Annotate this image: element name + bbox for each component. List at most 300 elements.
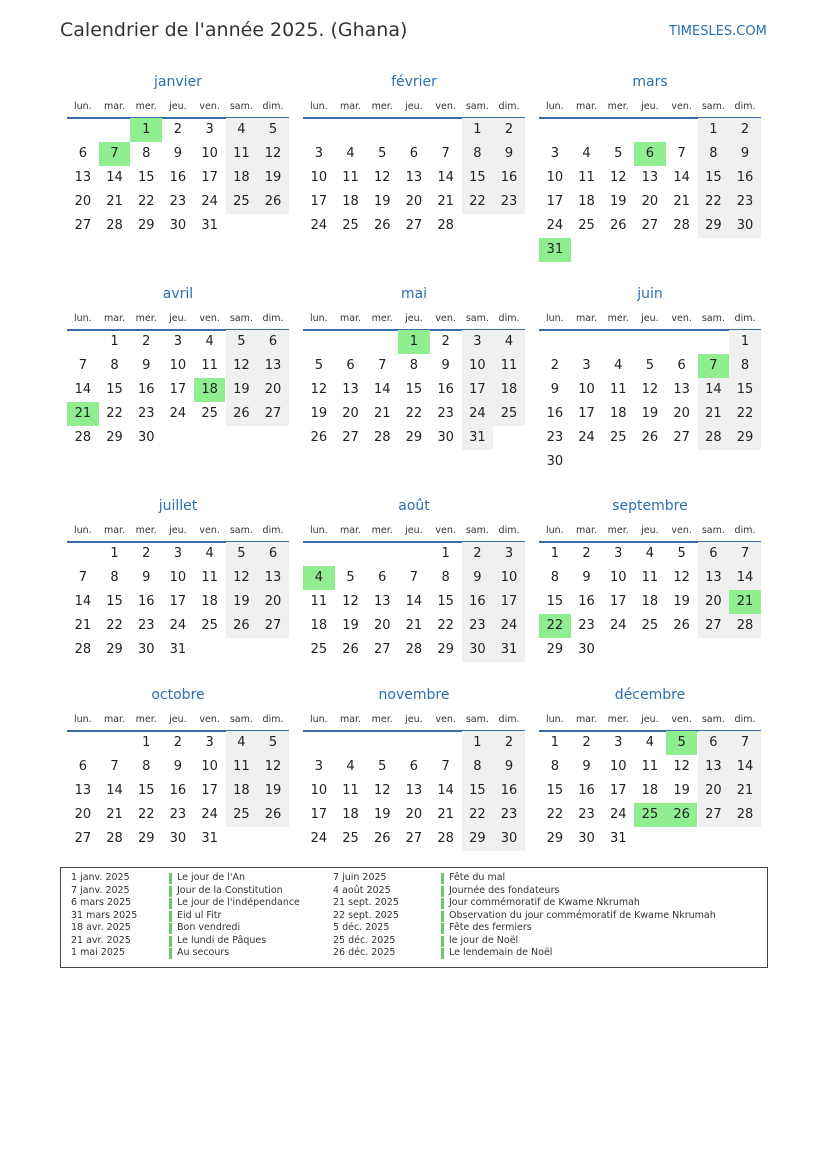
day-cell[interactable]: 8: [142, 146, 151, 161]
day-cell[interactable]: 14: [437, 783, 454, 798]
day-cell[interactable]: 11: [310, 594, 328, 609]
day-cell[interactable]: 30: [137, 430, 155, 445]
day-cell[interactable]: 15: [729, 378, 761, 402]
day-cell[interactable]: 7: [441, 146, 450, 161]
day-cell[interactable]: 13: [342, 382, 359, 397]
day-cell[interactable]: 14: [74, 382, 92, 397]
day-cell[interactable]: 25: [201, 618, 218, 633]
day-cell[interactable]: 24: [201, 807, 218, 822]
day-cell[interactable]: 28: [437, 218, 454, 233]
day-cell[interactable]: 21: [437, 807, 454, 822]
day-cell[interactable]: 10: [462, 354, 494, 378]
day-cell[interactable]: 30: [462, 638, 494, 662]
day-cell[interactable]: 24: [310, 831, 328, 846]
holiday-day-cell[interactable]: 1: [398, 330, 430, 354]
day-cell[interactable]: 19: [373, 807, 391, 822]
day-cell[interactable]: 17: [462, 378, 494, 402]
day-cell[interactable]: 11: [578, 170, 595, 185]
day-cell[interactable]: 18: [342, 807, 359, 822]
day-cell[interactable]: 19: [310, 406, 328, 421]
day-cell[interactable]: 31: [201, 831, 218, 846]
day-cell[interactable]: 13: [257, 566, 289, 590]
day-cell[interactable]: 26: [310, 430, 328, 445]
day-cell[interactable]: 5: [614, 146, 623, 161]
day-cell[interactable]: 15: [546, 594, 564, 609]
day-cell[interactable]: 15: [106, 594, 123, 609]
day-cell[interactable]: 30: [546, 454, 564, 469]
day-cell[interactable]: 26: [257, 803, 289, 827]
day-cell[interactable]: 19: [342, 618, 359, 633]
day-cell[interactable]: 18: [641, 783, 659, 798]
day-cell[interactable]: 27: [373, 642, 391, 657]
day-cell[interactable]: 22: [137, 194, 155, 209]
day-cell[interactable]: 26: [342, 642, 359, 657]
day-cell[interactable]: 3: [582, 358, 591, 373]
day-cell[interactable]: 6: [78, 146, 87, 161]
day-cell[interactable]: 7: [110, 759, 119, 774]
day-cell[interactable]: 24: [169, 406, 187, 421]
day-cell[interactable]: 27: [673, 430, 690, 445]
day-cell[interactable]: 8: [550, 570, 559, 585]
day-cell[interactable]: 24: [310, 218, 328, 233]
day-cell[interactable]: 11: [342, 783, 359, 798]
day-cell[interactable]: 13: [405, 783, 423, 798]
holiday-day-cell[interactable]: 21: [67, 402, 99, 426]
day-cell[interactable]: 26: [226, 614, 258, 638]
day-cell[interactable]: 20: [373, 618, 391, 633]
day-cell[interactable]: 8: [729, 354, 761, 378]
day-cell[interactable]: 7: [441, 759, 450, 774]
day-cell[interactable]: 21: [673, 194, 690, 209]
day-cell[interactable]: 17: [493, 590, 525, 614]
day-cell[interactable]: 1: [110, 334, 119, 349]
day-cell[interactable]: 11: [641, 759, 659, 774]
day-cell[interactable]: 27: [257, 614, 289, 638]
day-cell[interactable]: 3: [614, 546, 623, 561]
day-cell[interactable]: 27: [74, 218, 92, 233]
day-cell[interactable]: 23: [493, 190, 525, 214]
day-cell[interactable]: 2: [550, 358, 559, 373]
day-cell[interactable]: 20: [405, 194, 423, 209]
site-link[interactable]: TIMESLES.COM: [669, 24, 767, 39]
day-cell[interactable]: 30: [169, 831, 187, 846]
day-cell[interactable]: 9: [493, 142, 525, 166]
day-cell[interactable]: 4: [645, 546, 655, 561]
day-cell[interactable]: 2: [462, 542, 494, 566]
day-cell[interactable]: 21: [729, 779, 761, 803]
day-cell[interactable]: 25: [310, 642, 328, 657]
day-cell[interactable]: 13: [373, 594, 391, 609]
day-cell[interactable]: 29: [106, 642, 123, 657]
day-cell[interactable]: 6: [698, 542, 730, 566]
day-cell[interactable]: 9: [729, 142, 761, 166]
day-cell[interactable]: 31: [462, 426, 494, 450]
day-cell[interactable]: 19: [373, 194, 391, 209]
day-cell[interactable]: 12: [373, 170, 391, 185]
day-cell[interactable]: 9: [582, 759, 591, 774]
day-cell[interactable]: 1: [142, 735, 151, 750]
day-cell[interactable]: 14: [729, 566, 761, 590]
day-cell[interactable]: 29: [137, 218, 155, 233]
day-cell[interactable]: 21: [106, 194, 123, 209]
day-cell[interactable]: 28: [373, 430, 391, 445]
day-cell[interactable]: 8: [462, 142, 494, 166]
day-cell[interactable]: 27: [405, 218, 423, 233]
day-cell[interactable]: 1: [441, 546, 450, 561]
day-cell[interactable]: 15: [405, 382, 423, 397]
day-cell[interactable]: 19: [257, 779, 289, 803]
day-cell[interactable]: 23: [137, 618, 155, 633]
day-cell[interactable]: 9: [550, 382, 559, 397]
day-cell[interactable]: 1: [550, 735, 559, 750]
day-cell[interactable]: 19: [609, 194, 627, 209]
day-cell[interactable]: 3: [614, 735, 623, 750]
day-cell[interactable]: 16: [462, 590, 494, 614]
day-cell[interactable]: 15: [698, 166, 730, 190]
day-cell[interactable]: 26: [609, 218, 627, 233]
day-cell[interactable]: 15: [437, 594, 454, 609]
day-cell[interactable]: 14: [437, 170, 454, 185]
day-cell[interactable]: 5: [378, 759, 387, 774]
day-cell[interactable]: 29: [405, 430, 423, 445]
day-cell[interactable]: 10: [169, 358, 187, 373]
day-cell[interactable]: 30: [437, 430, 454, 445]
day-cell[interactable]: 6: [378, 570, 387, 585]
day-cell[interactable]: 27: [257, 402, 289, 426]
day-cell[interactable]: 14: [405, 594, 423, 609]
day-cell[interactable]: 14: [106, 783, 123, 798]
day-cell[interactable]: 10: [609, 759, 627, 774]
day-cell[interactable]: 21: [437, 194, 454, 209]
day-cell[interactable]: 6: [257, 542, 289, 566]
day-cell[interactable]: 25: [201, 406, 218, 421]
day-cell[interactable]: 26: [673, 618, 690, 633]
day-cell[interactable]: 17: [310, 194, 328, 209]
day-cell[interactable]: 1: [462, 731, 494, 755]
day-cell[interactable]: 26: [373, 831, 391, 846]
day-cell[interactable]: 29: [729, 426, 761, 450]
day-cell[interactable]: 18: [342, 194, 359, 209]
day-cell[interactable]: 6: [257, 330, 289, 354]
day-cell[interactable]: 2: [729, 118, 761, 142]
day-cell[interactable]: 12: [226, 566, 258, 590]
day-cell[interactable]: 11: [493, 354, 525, 378]
day-cell[interactable]: 2: [441, 334, 450, 349]
day-cell[interactable]: 20: [74, 194, 92, 209]
day-cell[interactable]: 20: [74, 807, 92, 822]
day-cell[interactable]: 16: [169, 783, 187, 798]
day-cell[interactable]: 19: [226, 378, 258, 402]
day-cell[interactable]: 3: [462, 330, 494, 354]
day-cell[interactable]: 21: [74, 618, 92, 633]
day-cell[interactable]: 10: [201, 759, 218, 774]
day-cell[interactable]: 21: [405, 618, 423, 633]
day-cell[interactable]: 24: [609, 807, 627, 822]
day-cell[interactable]: 18: [493, 378, 525, 402]
day-cell[interactable]: 26: [641, 430, 659, 445]
day-cell[interactable]: 28: [74, 430, 92, 445]
day-cell[interactable]: 10: [546, 170, 564, 185]
day-cell[interactable]: 17: [546, 194, 564, 209]
day-cell[interactable]: 3: [314, 759, 323, 774]
day-cell[interactable]: 25: [493, 402, 525, 426]
day-cell[interactable]: 30: [729, 214, 761, 238]
day-cell[interactable]: 13: [673, 382, 690, 397]
day-cell[interactable]: 2: [173, 122, 183, 137]
day-cell[interactable]: 7: [729, 731, 761, 755]
day-cell[interactable]: 10: [578, 382, 595, 397]
day-cell[interactable]: 25: [578, 218, 595, 233]
day-cell[interactable]: 7: [78, 570, 87, 585]
day-cell[interactable]: 12: [342, 594, 359, 609]
day-cell[interactable]: 19: [226, 590, 258, 614]
day-cell[interactable]: 19: [673, 783, 690, 798]
day-cell[interactable]: 13: [698, 755, 730, 779]
day-cell[interactable]: 23: [169, 194, 187, 209]
day-cell[interactable]: 23: [169, 807, 187, 822]
day-cell[interactable]: 8: [409, 358, 419, 373]
day-cell[interactable]: 4: [493, 330, 525, 354]
day-cell[interactable]: 13: [405, 170, 423, 185]
day-cell[interactable]: 14: [106, 170, 123, 185]
day-cell[interactable]: 20: [641, 194, 659, 209]
day-cell[interactable]: 19: [257, 166, 289, 190]
day-cell[interactable]: 11: [609, 382, 627, 397]
day-cell[interactable]: 7: [677, 146, 686, 161]
day-cell[interactable]: 18: [226, 166, 258, 190]
day-cell[interactable]: 22: [462, 190, 494, 214]
holiday-day-cell[interactable]: 18: [194, 378, 226, 402]
day-cell[interactable]: 9: [493, 755, 525, 779]
day-cell[interactable]: 29: [106, 430, 123, 445]
day-cell[interactable]: 1: [698, 118, 730, 142]
day-cell[interactable]: 15: [462, 779, 494, 803]
day-cell[interactable]: 25: [226, 803, 258, 827]
day-cell[interactable]: 16: [729, 166, 761, 190]
day-cell[interactable]: 5: [378, 146, 387, 161]
day-cell[interactable]: 13: [698, 566, 730, 590]
day-cell[interactable]: 23: [437, 406, 454, 421]
day-cell[interactable]: 18: [226, 779, 258, 803]
day-cell[interactable]: 1: [110, 546, 119, 561]
day-cell[interactable]: 23: [578, 618, 595, 633]
day-cell[interactable]: 20: [673, 406, 690, 421]
holiday-day-cell[interactable]: 7: [99, 142, 131, 166]
day-cell[interactable]: 24: [609, 618, 627, 633]
day-cell[interactable]: 30: [578, 642, 595, 657]
day-cell[interactable]: 16: [578, 783, 595, 798]
holiday-day-cell[interactable]: 25: [634, 803, 666, 827]
day-cell[interactable]: 25: [342, 831, 359, 846]
day-cell[interactable]: 3: [205, 735, 214, 750]
day-cell[interactable]: 4: [226, 731, 258, 755]
day-cell[interactable]: 14: [698, 378, 730, 402]
day-cell[interactable]: 4: [346, 759, 355, 774]
day-cell[interactable]: 29: [546, 642, 564, 657]
day-cell[interactable]: 28: [437, 831, 454, 846]
day-cell[interactable]: 28: [405, 642, 423, 657]
day-cell[interactable]: 18: [609, 406, 627, 421]
day-cell[interactable]: 22: [462, 803, 494, 827]
day-cell[interactable]: 2: [142, 546, 151, 561]
day-cell[interactable]: 9: [582, 570, 591, 585]
day-cell[interactable]: 5: [226, 330, 258, 354]
day-cell[interactable]: 27: [641, 218, 659, 233]
day-cell[interactable]: 14: [373, 382, 391, 397]
day-cell[interactable]: 7: [378, 358, 387, 373]
day-cell[interactable]: 8: [110, 358, 119, 373]
day-cell[interactable]: 28: [729, 803, 761, 827]
day-cell[interactable]: 2: [173, 735, 183, 750]
day-cell[interactable]: 21: [373, 406, 391, 421]
day-cell[interactable]: 27: [74, 831, 92, 846]
day-cell[interactable]: 29: [137, 831, 155, 846]
day-cell[interactable]: 28: [698, 426, 730, 450]
day-cell[interactable]: 30: [137, 642, 155, 657]
day-cell[interactable]: 3: [550, 146, 559, 161]
day-cell[interactable]: 18: [201, 594, 218, 609]
day-cell[interactable]: 4: [346, 146, 355, 161]
day-cell[interactable]: 5: [314, 358, 323, 373]
day-cell[interactable]: 29: [437, 642, 454, 657]
day-cell[interactable]: 19: [673, 594, 690, 609]
day-cell[interactable]: 13: [641, 170, 659, 185]
day-cell[interactable]: 3: [205, 122, 214, 137]
holiday-day-cell[interactable]: 31: [539, 238, 571, 262]
day-cell[interactable]: 5: [257, 118, 289, 142]
day-cell[interactable]: 10: [201, 146, 218, 161]
day-cell[interactable]: 19: [641, 406, 659, 421]
day-cell[interactable]: 20: [698, 779, 730, 803]
day-cell[interactable]: 28: [74, 642, 92, 657]
day-cell[interactable]: 11: [342, 170, 359, 185]
holiday-day-cell[interactable]: 5: [666, 731, 698, 755]
day-cell[interactable]: 2: [582, 735, 591, 750]
day-cell[interactable]: 12: [257, 755, 289, 779]
day-cell[interactable]: 24: [493, 614, 525, 638]
day-cell[interactable]: 7: [78, 358, 87, 373]
day-cell[interactable]: 9: [173, 146, 183, 161]
holiday-day-cell[interactable]: 6: [634, 142, 666, 166]
day-cell[interactable]: 10: [609, 570, 627, 585]
day-cell[interactable]: 9: [142, 570, 151, 585]
day-cell[interactable]: 23: [546, 430, 564, 445]
day-cell[interactable]: 30: [578, 831, 595, 846]
day-cell[interactable]: 8: [550, 759, 559, 774]
day-cell[interactable]: 30: [493, 827, 525, 851]
day-cell[interactable]: 18: [578, 194, 595, 209]
day-cell[interactable]: 31: [609, 831, 627, 846]
day-cell[interactable]: 12: [673, 570, 690, 585]
day-cell[interactable]: 18: [310, 618, 328, 633]
day-cell[interactable]: 9: [142, 358, 151, 373]
day-cell[interactable]: 17: [609, 594, 627, 609]
day-cell[interactable]: 29: [698, 214, 730, 238]
day-cell[interactable]: 4: [205, 334, 214, 349]
day-cell[interactable]: 17: [201, 783, 218, 798]
day-cell[interactable]: 17: [578, 406, 595, 421]
day-cell[interactable]: 17: [310, 807, 328, 822]
day-cell[interactable]: 26: [373, 218, 391, 233]
day-cell[interactable]: 13: [74, 783, 92, 798]
day-cell[interactable]: 22: [106, 618, 123, 633]
day-cell[interactable]: 17: [169, 382, 187, 397]
day-cell[interactable]: 11: [226, 755, 258, 779]
day-cell[interactable]: 12: [310, 382, 328, 397]
day-cell[interactable]: 23: [462, 614, 494, 638]
day-cell[interactable]: 28: [106, 831, 123, 846]
day-cell[interactable]: 3: [493, 542, 525, 566]
day-cell[interactable]: 25: [641, 618, 659, 633]
day-cell[interactable]: 2: [493, 118, 525, 142]
day-cell[interactable]: 26: [257, 190, 289, 214]
day-cell[interactable]: 11: [641, 570, 659, 585]
day-cell[interactable]: 5: [645, 358, 655, 373]
day-cell[interactable]: 10: [169, 570, 187, 585]
day-cell[interactable]: 16: [578, 594, 595, 609]
day-cell[interactable]: 3: [314, 146, 323, 161]
day-cell[interactable]: 5: [677, 546, 686, 561]
day-cell[interactable]: 8: [142, 759, 151, 774]
day-cell[interactable]: 8: [110, 570, 119, 585]
day-cell[interactable]: 25: [226, 190, 258, 214]
day-cell[interactable]: 21: [698, 402, 730, 426]
day-cell[interactable]: 16: [437, 382, 454, 397]
day-cell[interactable]: 22: [106, 406, 123, 421]
day-cell[interactable]: 24: [169, 618, 187, 633]
day-cell[interactable]: 27: [698, 803, 730, 827]
day-cell[interactable]: 12: [673, 759, 690, 774]
day-cell[interactable]: 6: [698, 731, 730, 755]
day-cell[interactable]: 20: [342, 406, 359, 421]
day-cell[interactable]: 15: [137, 783, 155, 798]
day-cell[interactable]: 22: [546, 807, 564, 822]
day-cell[interactable]: 24: [462, 402, 494, 426]
day-cell[interactable]: 1: [462, 118, 494, 142]
day-cell[interactable]: 21: [106, 807, 123, 822]
day-cell[interactable]: 2: [582, 546, 591, 561]
day-cell[interactable]: 7: [409, 570, 419, 585]
day-cell[interactable]: 3: [173, 334, 183, 349]
day-cell[interactable]: 4: [582, 146, 591, 161]
day-cell[interactable]: 15: [106, 382, 123, 397]
day-cell[interactable]: 20: [405, 807, 423, 822]
day-cell[interactable]: 15: [137, 170, 155, 185]
day-cell[interactable]: 27: [698, 614, 730, 638]
day-cell[interactable]: 29: [462, 827, 494, 851]
day-cell[interactable]: 3: [173, 546, 183, 561]
holiday-day-cell[interactable]: 21: [729, 590, 761, 614]
day-cell[interactable]: 26: [226, 402, 258, 426]
day-cell[interactable]: 10: [493, 566, 525, 590]
day-cell[interactable]: 6: [677, 358, 686, 373]
day-cell[interactable]: 4: [205, 546, 214, 561]
day-cell[interactable]: 25: [609, 430, 627, 445]
day-cell[interactable]: 5: [257, 731, 289, 755]
day-cell[interactable]: 4: [645, 735, 655, 750]
day-cell[interactable]: 31: [493, 638, 525, 662]
day-cell[interactable]: 16: [546, 406, 564, 421]
day-cell[interactable]: 23: [137, 406, 155, 421]
day-cell[interactable]: 23: [578, 807, 595, 822]
day-cell[interactable]: 2: [142, 334, 151, 349]
day-cell[interactable]: 16: [493, 166, 525, 190]
holiday-day-cell[interactable]: 26: [666, 803, 698, 827]
day-cell[interactable]: 22: [698, 190, 730, 214]
day-cell[interactable]: 28: [729, 614, 761, 638]
day-cell[interactable]: 22: [137, 807, 155, 822]
day-cell[interactable]: 1: [729, 330, 761, 354]
